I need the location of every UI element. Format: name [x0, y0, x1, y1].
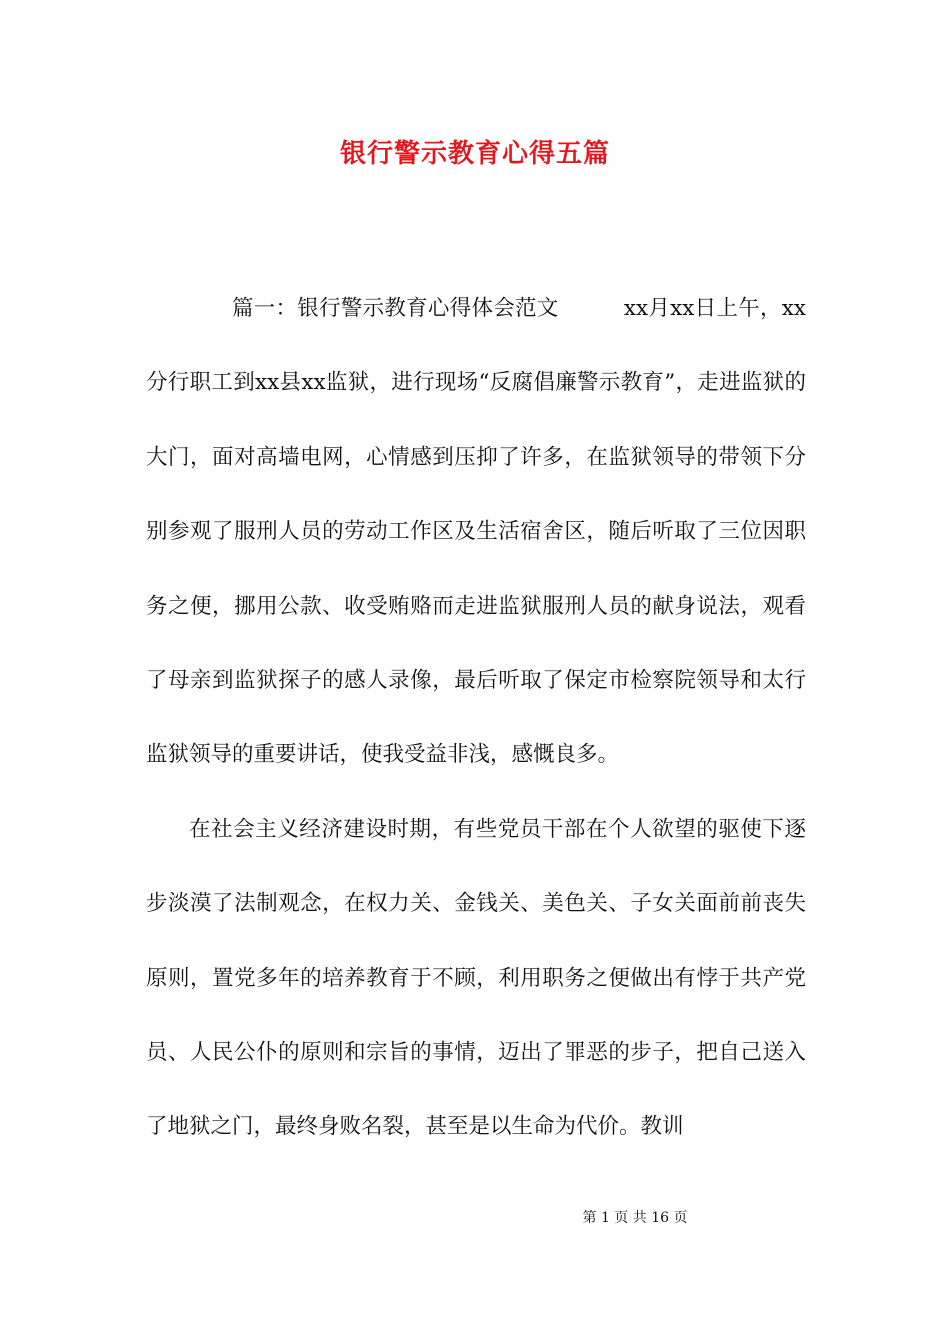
document-body: [146, 272, 806, 1165]
page-footer: [0, 1208, 950, 1228]
page-number: 第 1 页 共 16 页: [582, 1210, 688, 1226]
document-title: 银行警示教育心得五篇: [339, 139, 610, 169]
paragraph-1: 篇一：银行警示教育心得体会范文 xx月xx日上午，xx分行职工到xx县xx监狱，进行现场“反腐倡廉警示教育”，走进监狱的大门，面对高墙电网，心情感到压抑了许多，在监狱领导的带领下分别参观了服刑人员的劳动工作区及生活宿舍区，随后听取了三位因职务之便，挪用公款、收受贿赂而走进监狱服刑人员的献身说法，观看了母亲到监狱探子的感人录像，最后听取了保定市检察院领导和太行监狱领导的重要讲话，使我受益非浅，感慨良多。: [146, 296, 806, 768]
paragraph-2: 在社会主义经济建设时期，有些党员干部在个人欲望的驱使下逐步淡漠了法制观念，在权力关、金钱关、美色关、子女关面前前丧失原则，置党多年的培养教育于不顾，利用职务之便做出有悖于共产党员、人民公仆的原则和宗旨的事情，迈出了罪恶的步子，把自己送入了地狱之门，最终身败名裂，甚至是以生命为代价。教训: [146, 816, 806, 1140]
